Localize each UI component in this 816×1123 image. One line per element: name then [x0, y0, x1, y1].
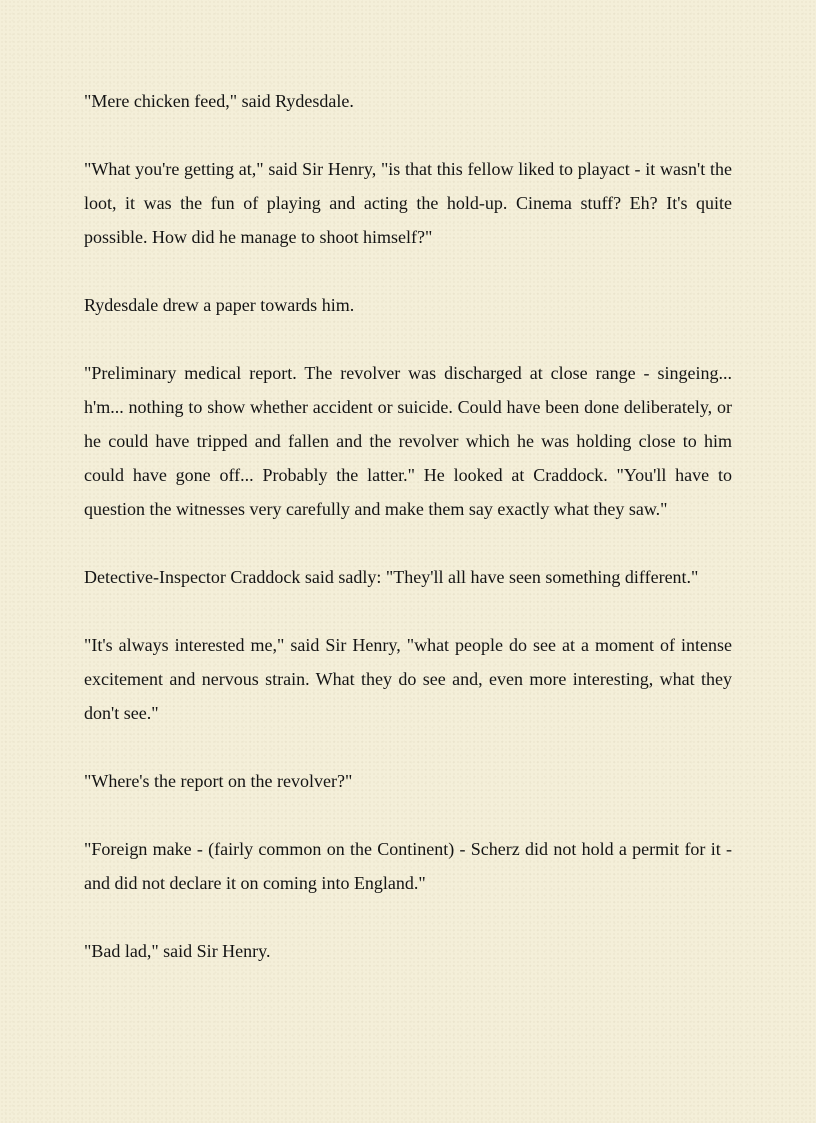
paragraph: "Preliminary medical report. The revolver was discharged at close range - singeing... h'm... nothing to show whether accident or suicide. Could have been done deliberately, or he could have tripped and fallen and the revolver which he was holding close to him could have gone off... Probably the latter." He looked at Craddock. "You'll have to question the witnesses very carefully and make them say exactly what they saw.": [84, 363, 732, 519]
paragraph: Rydesdale drew a paper towards him.: [84, 295, 355, 315]
paragraph: "It's always interested me," said Sir Henry, "what people do see at a moment of intense excitement and nervous strain. What they do see and, even more interesting, what they don't see.": [84, 635, 732, 723]
paragraph: Detective-Inspector Craddock said sadly: "They'll all have seen something different.": [84, 567, 699, 587]
document-page: [84, 84, 732, 1002]
paragraph: "Where's the report on the revolver?": [84, 771, 353, 791]
paragraph: "What you're getting at," said Sir Henry, "is that this fellow liked to playact - it wasn't the loot, it was the fun of playing and acting the hold-up. Cinema stuff? Eh? It's quite possible. How did he manage to shoot himself?": [84, 159, 732, 247]
paragraph: "Foreign make - (fairly common on the Continent) - Scherz did not hold a permit for it - and did not declare it on coming into England.": [84, 839, 732, 893]
paragraph: "Mere chicken feed," said Rydesdale.: [84, 91, 354, 111]
paragraph: "Bad lad," said Sir Henry.: [84, 941, 271, 961]
